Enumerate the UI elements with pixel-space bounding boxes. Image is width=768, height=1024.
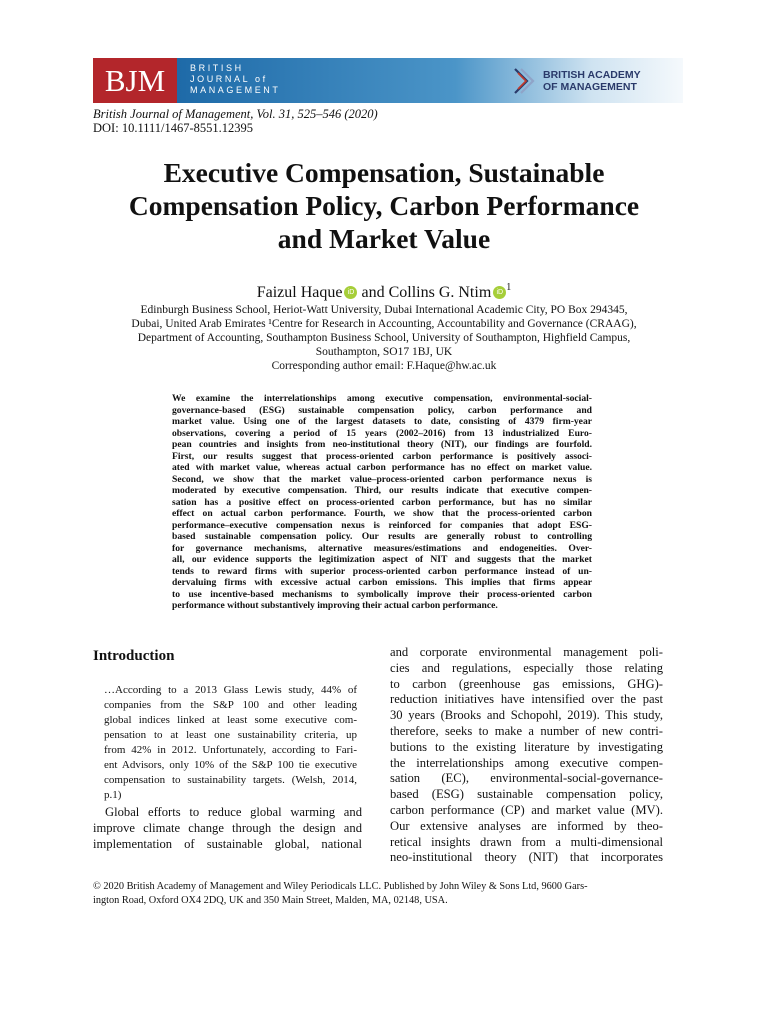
affiliation-line: Dubai, United Arab Emirates ¹Centre for Research in Accounting, Accountability and Governance (CRAAG), <box>131 318 637 330</box>
body-line: therefore, seeks to make a number of new contri- <box>390 723 663 738</box>
title-line: and Market Value <box>277 223 491 254</box>
affiliation-line: Southampton, SO17 1BJ, UK <box>315 346 453 358</box>
abstract-line: dervaluing firms with excessive actual carbon emissions. This implies that firms appear <box>172 577 592 588</box>
quote-line: p.1) <box>104 789 122 801</box>
academy-logo <box>503 58 683 103</box>
body-line: carbon performance (CP) and market value (MV). <box>390 802 663 817</box>
abstract-line: pean countries and insights from neo-institutional theory (NIT), our findings are fourfold. <box>172 439 592 450</box>
affiliation-superscript: 1 <box>506 282 512 293</box>
author-name: Faizul Haque <box>256 284 343 301</box>
citation-block <box>93 107 378 135</box>
intro-body-right <box>390 645 663 866</box>
body-line: reduction initiatives have intensified over the past <box>390 692 663 707</box>
body-line: implementation of sustainable global, national <box>93 836 362 851</box>
bjm-logo: BJM <box>93 58 177 103</box>
title-line: Compensation Policy, Carbon Performance <box>128 190 640 221</box>
affiliation-line: Edinburgh Business School, Heriot-Watt University, Dubai International Academic City, PO Box 294345, <box>140 304 628 316</box>
body-line: cies and regulations, especially those relating <box>390 660 663 675</box>
title-line: Executive Compensation, Sustainable <box>163 157 605 188</box>
body-line: and corporate environmental management poli- <box>390 645 663 659</box>
abstract-line: First, our results suggest that process-oriented carbon performance is positively associ- <box>172 450 592 462</box>
body-line: the interrelationships among executive compen- <box>390 755 663 770</box>
paper-title <box>60 156 708 255</box>
corresponding-email: Corresponding author email: F.Haque@hw.ac.uk <box>271 360 497 372</box>
body-line: Global efforts to reduce global warming and <box>105 805 362 819</box>
abstract-line: performance without substantively improving their actual carbon performance. <box>172 600 498 611</box>
quote-line: pensation to at least one sustainability criteria, up <box>104 729 357 741</box>
abstract-line: sation has a positive effect on process-oriented carbon performance, but has no similar <box>172 496 592 508</box>
affiliation-line: Department of Accounting, Southampton Business School, University of Southampton, Highfield Campus, <box>137 332 631 344</box>
doi[interactable]: DOI: 10.1111/1467-8551.12395 <box>93 121 254 135</box>
academy-name-line: BRITISH ACADEMY <box>543 68 641 81</box>
body-line: 30 years (Brooks and Schopohl, 2019). This study, <box>390 708 663 723</box>
abstract-line: We examine the interrelationships among executive compensation, environmental-social- <box>172 393 592 404</box>
abstract-line: market value. Using one of the largest datasets to date, consisting of 4379 firm-year <box>172 416 592 427</box>
body-line: Our extensive analyses are informed by theo- <box>390 818 663 833</box>
section-heading-introduction: Introduction <box>93 648 175 664</box>
intro-body-left <box>93 805 362 852</box>
quote-line: ent Advisors, only 10% of the S&P 100 tie executive <box>104 759 357 771</box>
quote-line: global indices linked at least some executive com- <box>104 714 357 726</box>
quote-line: …According to a 2013 Glass Lewis study, 44% of <box>104 684 357 696</box>
epigraph-quote <box>104 683 357 803</box>
journal-reference: British Journal of Management, Vol. 31, 525–546 (2020) <box>93 107 378 121</box>
affiliations <box>60 303 708 373</box>
abstract-line: tends to reward firms with superior process-oriented carbon performance instead of un- <box>172 565 592 577</box>
academy-name <box>543 69 641 93</box>
quote-line: companies from the S&P 100 and other leading <box>104 699 357 711</box>
body-line: to carbon (greenhouse gas emissions, GHG)- <box>390 676 663 691</box>
abstract-line: based sustainable compensation policy. Our results are generally robust to controlling <box>172 531 592 542</box>
abstract <box>172 393 592 612</box>
quote-line: from 42% in 2012. Unfortunately, according to Fari- <box>104 744 357 756</box>
body-line: based (ESG) sustainable compensation policy, <box>390 787 663 802</box>
copyright-footer <box>93 880 668 907</box>
abstract-line: performance–executive compensation nexus is reinforced for companies that adopt ESG- <box>172 519 592 531</box>
abstract-line: governance-based (ESG) sustainable compensation policy, carbon performance and <box>172 404 592 416</box>
abstract-line: to use incentive-based mechanisms to symbolically improve their process-oriented carbon <box>172 588 592 600</box>
body-line: sation (EC), environmental-social-governance- <box>390 771 663 786</box>
abstract-line: for governance mechanisms, alternative measures/estimations and endogeneities. Over- <box>172 542 592 554</box>
footer-line: © 2020 British Academy of Management and Wiley Periodicals LLC. Published by John Wiley & Sons Ltd, 9600 Gars- <box>93 881 588 892</box>
footer-line: ington Road, Oxford OX4 2DQ, UK and 350 Main Street, Malden, MA, 02148, USA. <box>93 894 448 906</box>
abstract-line: all, our evidence supports the legitimization aspect of NIT and suggests that the market <box>172 554 592 565</box>
academy-mark-icon <box>511 65 537 97</box>
journal-name-line: JOURNAL of <box>190 74 268 84</box>
abstract-line: effect on actual carbon performance. Fourth, we show that the process-oriented carbon <box>172 508 592 519</box>
quote-line: compensation to sustainability targets. (Welsh, 2014, <box>104 774 357 786</box>
body-line: butions to the existing literature by investigating <box>390 739 663 754</box>
abstract-line: observations, covering a period of 15 years (2002–2016) from 13 industrialized Euro- <box>172 427 592 439</box>
body-line: neo-institutional theory (NIT) that incorporates <box>390 850 663 865</box>
academy-name-line: OF MANAGEMENT <box>543 80 637 93</box>
body-line: retical insights drawn from a multi-dimensional <box>390 834 663 849</box>
journal-name-line: MANAGEMENT <box>190 85 281 95</box>
abstract-line: Second, we show that the market value–process-oriented carbon performance nexus is <box>172 473 592 485</box>
journal-banner <box>93 58 683 103</box>
abstract-line: moderated by executive compensation. Third, our results indicate that executive compen- <box>172 485 592 496</box>
journal-name-line: BRITISH <box>190 63 244 73</box>
author-connector: and Collins G. Ntim <box>361 284 492 301</box>
body-line: improve climate change through the design and <box>93 820 362 835</box>
abstract-line: ated with market value, whereas actual carbon performance has no effect on market value. <box>172 462 592 473</box>
banner-journal-area <box>177 58 683 103</box>
authors-line <box>0 282 768 302</box>
journal-name <box>190 63 281 96</box>
orcid-icon[interactable]: iD <box>344 286 357 299</box>
orcid-icon[interactable]: iD <box>493 286 506 299</box>
